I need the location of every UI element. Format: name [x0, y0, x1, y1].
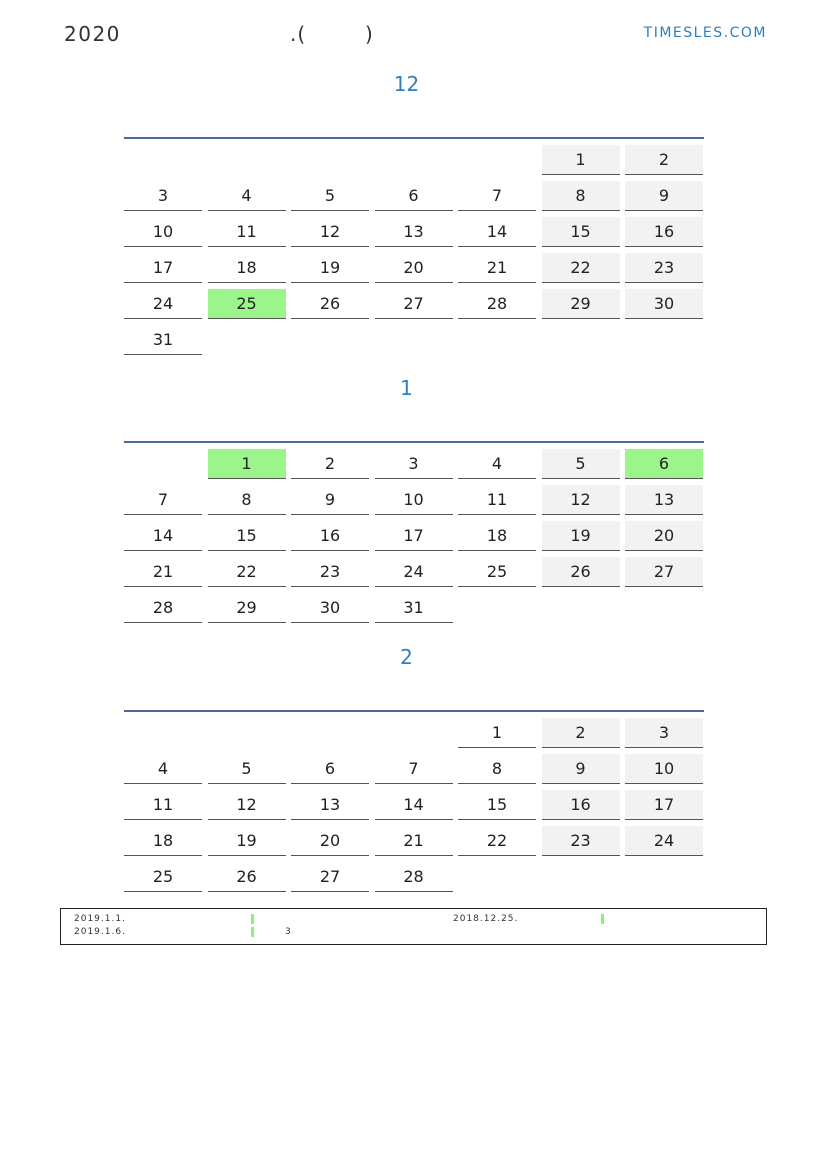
- day-cell: 11: [458, 485, 536, 515]
- day-cell: 6: [375, 181, 453, 211]
- day-cell: 3: [625, 718, 703, 748]
- note-date: 2019.1.6.: [74, 927, 126, 937]
- day-cell: 28: [375, 862, 453, 892]
- day-cell: 1: [458, 718, 536, 748]
- day-cell: 21: [458, 253, 536, 283]
- day-cell: 9: [542, 754, 620, 784]
- day-cell: 31: [124, 325, 202, 355]
- day-cell: 18: [208, 253, 286, 283]
- day-cell: 14: [124, 521, 202, 551]
- day-cell: 10: [625, 754, 703, 784]
- day-cell: 28: [124, 593, 202, 623]
- day-cell: 13: [625, 485, 703, 515]
- day-cell: 20: [375, 253, 453, 283]
- day-cell: 23: [625, 253, 703, 283]
- day-cell: 5: [542, 449, 620, 479]
- day-cell: 18: [124, 826, 202, 856]
- day-cell: 28: [458, 289, 536, 319]
- day-cell: 13: [375, 217, 453, 247]
- calendar-february: [124, 710, 704, 896]
- day-cell: 12: [291, 217, 369, 247]
- note-count: 3: [285, 927, 292, 937]
- day-cell: 31: [375, 593, 453, 623]
- month-title-january: 1: [400, 376, 413, 400]
- calendar-january: [124, 441, 704, 627]
- day-cell: 30: [625, 289, 703, 319]
- brand-link[interactable]: TIMESLES.COM: [643, 25, 767, 41]
- header-subtitle: .( ): [290, 22, 374, 46]
- month-title-december: 12: [393, 72, 420, 96]
- day-cell: 3: [124, 181, 202, 211]
- day-cell: 15: [458, 790, 536, 820]
- day-cell: 29: [542, 289, 620, 319]
- day-cell: 19: [542, 521, 620, 551]
- day-cell: 7: [375, 754, 453, 784]
- day-cell: 26: [208, 862, 286, 892]
- day-cell: 13: [291, 790, 369, 820]
- day-cell: 15: [208, 521, 286, 551]
- day-cell: 2: [542, 718, 620, 748]
- day-cell: 14: [458, 217, 536, 247]
- day-cell: 15: [542, 217, 620, 247]
- day-cell: 22: [208, 557, 286, 587]
- day-cell: 10: [375, 485, 453, 515]
- day-cell: 27: [291, 862, 369, 892]
- day-cell: 24: [375, 557, 453, 587]
- day-cell: 8: [458, 754, 536, 784]
- day-cell: 23: [291, 557, 369, 587]
- day-cell: 25: [124, 862, 202, 892]
- day-cell: 26: [542, 557, 620, 587]
- day-cell: 1: [208, 449, 286, 479]
- day-cell: 1: [542, 145, 620, 175]
- day-cell: 16: [291, 521, 369, 551]
- day-cell: 27: [375, 289, 453, 319]
- day-cell: 17: [625, 790, 703, 820]
- holiday-legend-swatch: [251, 927, 254, 937]
- day-cell: 4: [208, 181, 286, 211]
- day-cell: 12: [542, 485, 620, 515]
- holiday-legend-swatch: [601, 914, 604, 924]
- day-cell: 3: [375, 449, 453, 479]
- day-cell: 21: [124, 557, 202, 587]
- note-date: 2018.12.25.: [453, 914, 519, 924]
- day-cell: 19: [291, 253, 369, 283]
- note-date: 2019.1.1.: [74, 914, 126, 924]
- day-cell: 8: [208, 485, 286, 515]
- day-cell: 26: [291, 289, 369, 319]
- day-cell: 14: [375, 790, 453, 820]
- day-cell: 4: [458, 449, 536, 479]
- day-cell: 27: [625, 557, 703, 587]
- day-cell: 24: [124, 289, 202, 319]
- day-cell: 20: [625, 521, 703, 551]
- day-cell: 10: [124, 217, 202, 247]
- day-cell: 5: [291, 181, 369, 211]
- day-cell: 11: [208, 217, 286, 247]
- day-cell: 29: [208, 593, 286, 623]
- day-cell: 6: [625, 449, 703, 479]
- day-cell: 22: [542, 253, 620, 283]
- day-cell: 9: [625, 181, 703, 211]
- header-year: 2020: [64, 22, 121, 46]
- day-cell: 18: [458, 521, 536, 551]
- day-cell: 25: [208, 289, 286, 319]
- day-cell: 8: [542, 181, 620, 211]
- day-cell: 23: [542, 826, 620, 856]
- day-cell: 16: [542, 790, 620, 820]
- day-cell: 9: [291, 485, 369, 515]
- day-cell: 30: [291, 593, 369, 623]
- day-cell: 22: [458, 826, 536, 856]
- holiday-legend-swatch: [251, 914, 254, 924]
- day-cell: 12: [208, 790, 286, 820]
- month-title-february: 2: [400, 645, 413, 669]
- holiday-notes: [60, 908, 767, 945]
- day-cell: 24: [625, 826, 703, 856]
- day-cell: 2: [625, 145, 703, 175]
- day-cell: 25: [458, 557, 536, 587]
- day-cell: 17: [124, 253, 202, 283]
- day-cell: 19: [208, 826, 286, 856]
- day-cell: 5: [208, 754, 286, 784]
- day-cell: 6: [291, 754, 369, 784]
- day-cell: 20: [291, 826, 369, 856]
- day-cell: 4: [124, 754, 202, 784]
- day-cell: 17: [375, 521, 453, 551]
- day-cell: 2: [291, 449, 369, 479]
- day-cell: 21: [375, 826, 453, 856]
- day-cell: 7: [458, 181, 536, 211]
- day-cell: 7: [124, 485, 202, 515]
- day-cell: 11: [124, 790, 202, 820]
- day-cell: 16: [625, 217, 703, 247]
- calendar-december: [124, 137, 704, 359]
